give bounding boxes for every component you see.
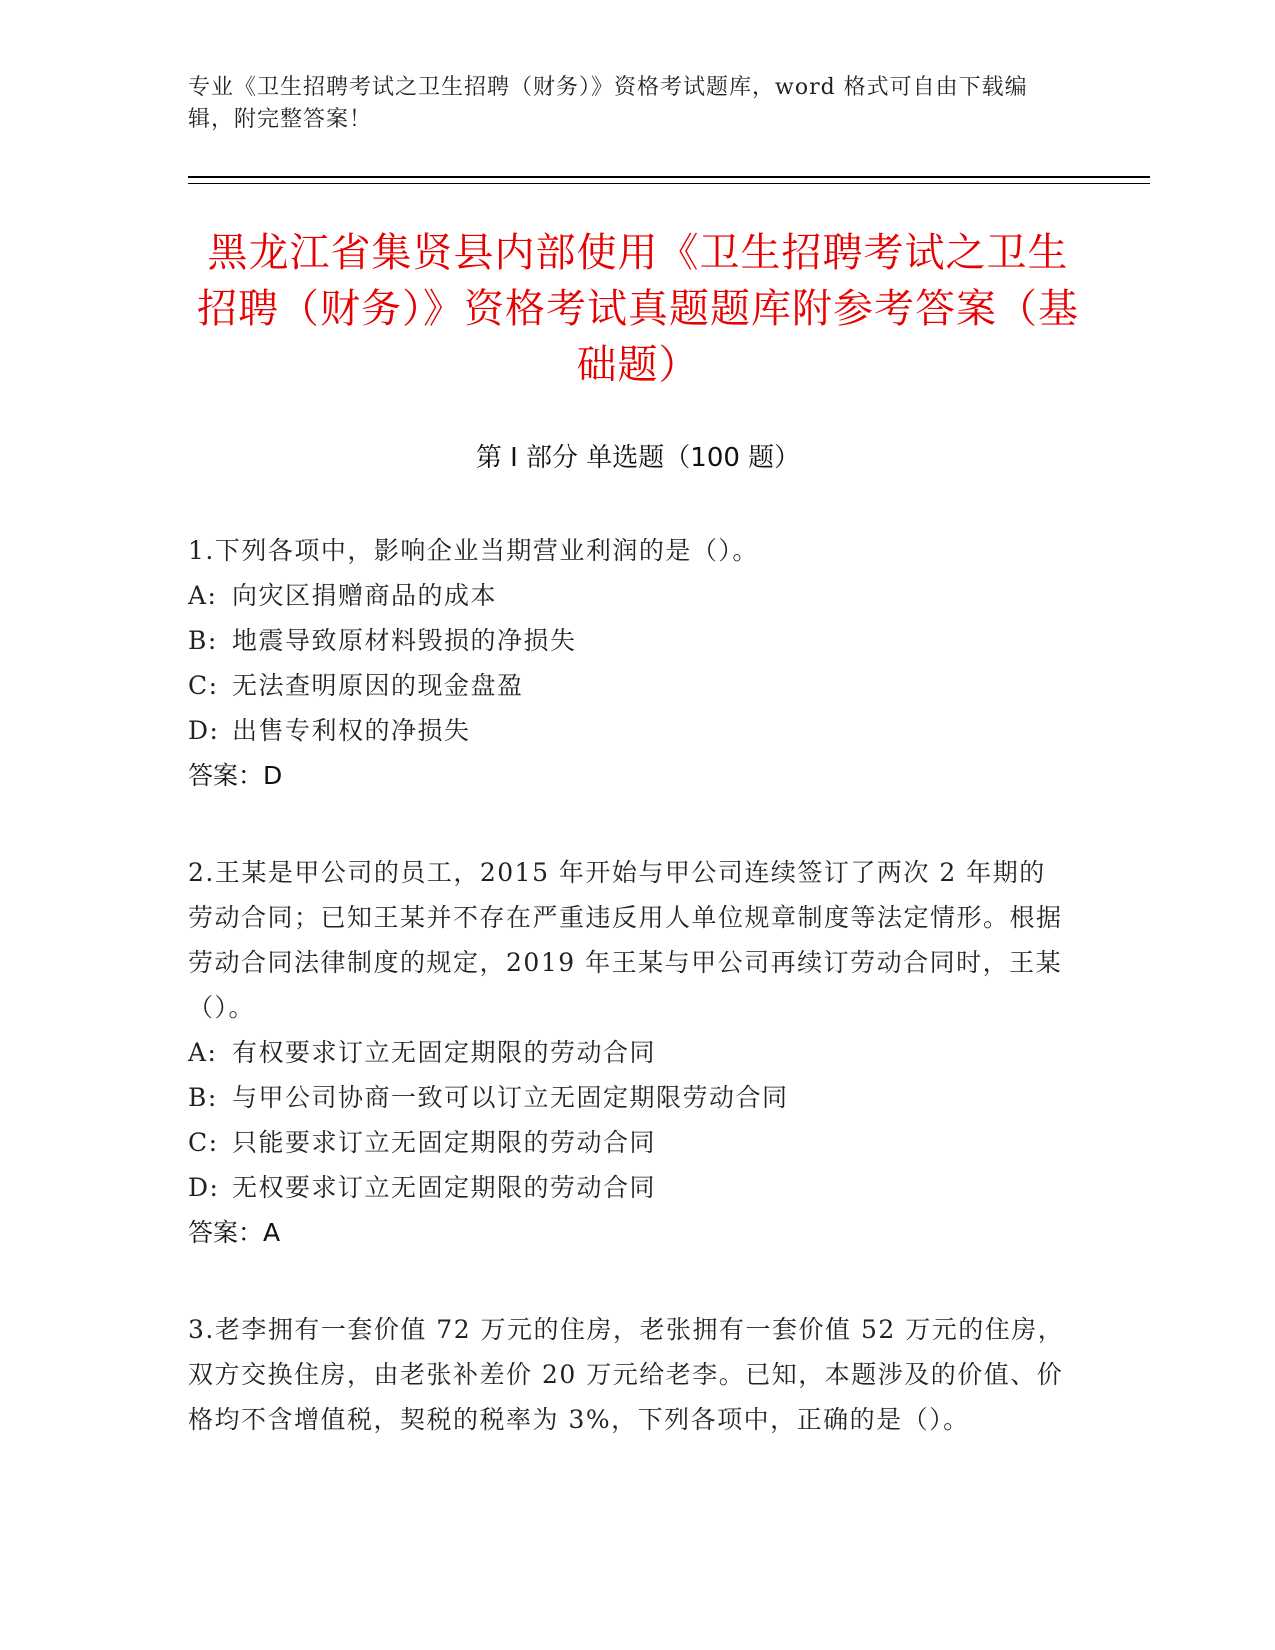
option-letter: A: [188, 581, 218, 610]
answer: 答案：A [188, 1218, 281, 1247]
question-stem: 1.下列各项中，影响企业当期营业利润的是（）。 [188, 536, 759, 565]
option-text: 出售专利权的净损失 [232, 716, 471, 745]
header-divider-thin [188, 183, 1150, 184]
header-divider-thick [188, 176, 1150, 178]
option-text: 只能要求订立无固定期限的劳动合同 [232, 1128, 657, 1157]
option-b [188, 1075, 1068, 1120]
document-title: 黑龙江省集贤县内部使用《卫生招聘考试之卫生招聘（财务）》资格考试真题题库附参考答案（基础题） [197, 230, 1079, 388]
option-text: 地震导致原材料毁损的净损失 [232, 626, 577, 655]
option-text: 无权要求订立无固定期限的劳动合同 [232, 1173, 657, 1202]
question-stem: 3.老李拥有一套价值 72 万元的住房，老张拥有一套价值 52 万元的住房，双方交换住房，由老张补差价 20 万元给老李。已知，本题涉及的价值、价格均不含增值税，契税的税率为 3%，下列各项中，正确的是（）。 [188, 1315, 1065, 1434]
question-2 [188, 850, 1068, 1255]
option-d [188, 1165, 1068, 1210]
option-letter: B: [188, 626, 218, 655]
option-c [188, 1120, 1068, 1165]
option-a [188, 1030, 1068, 1075]
question-1 [188, 528, 1068, 798]
option-a [188, 573, 1068, 618]
option-letter: B: [188, 1083, 218, 1112]
question-3 [188, 1307, 1068, 1442]
option-letter: C: [188, 671, 219, 700]
option-letter: D: [188, 1173, 220, 1202]
question-stem: 2.王某是甲公司的员工，2015 年开始与甲公司连续签订了两次 2 年期的劳动合同；已知王某并不存在严重违反用人单位规章制度等法定情形。根据劳动合同法律制度的规定，2019 年王某与甲公司再续订劳动合同时，王某（）。 [188, 858, 1063, 1022]
option-letter: C: [188, 1128, 219, 1157]
option-letter: D: [188, 716, 220, 745]
option-d [188, 708, 1068, 753]
option-text: 无法查明原因的现金盘盈 [232, 671, 524, 700]
option-text: 有权要求订立无固定期限的劳动合同 [232, 1038, 657, 1067]
question-list [188, 528, 1068, 1494]
header-note: 专业《卫生招聘考试之卫生招聘（财务）》资格考试题库，word 格式可自由下载编辑，附完整答案！ [188, 75, 1028, 132]
option-text: 与甲公司协商一致可以订立无固定期限劳动合同 [232, 1083, 789, 1112]
answer: 答案：D [188, 761, 283, 790]
option-letter: A: [188, 1038, 218, 1067]
option-c [188, 663, 1068, 708]
section-title: 第 I 部分 单选题（100 题） [475, 443, 801, 473]
option-b [188, 618, 1068, 663]
option-text: 向灾区捐赠商品的成本 [232, 581, 498, 610]
